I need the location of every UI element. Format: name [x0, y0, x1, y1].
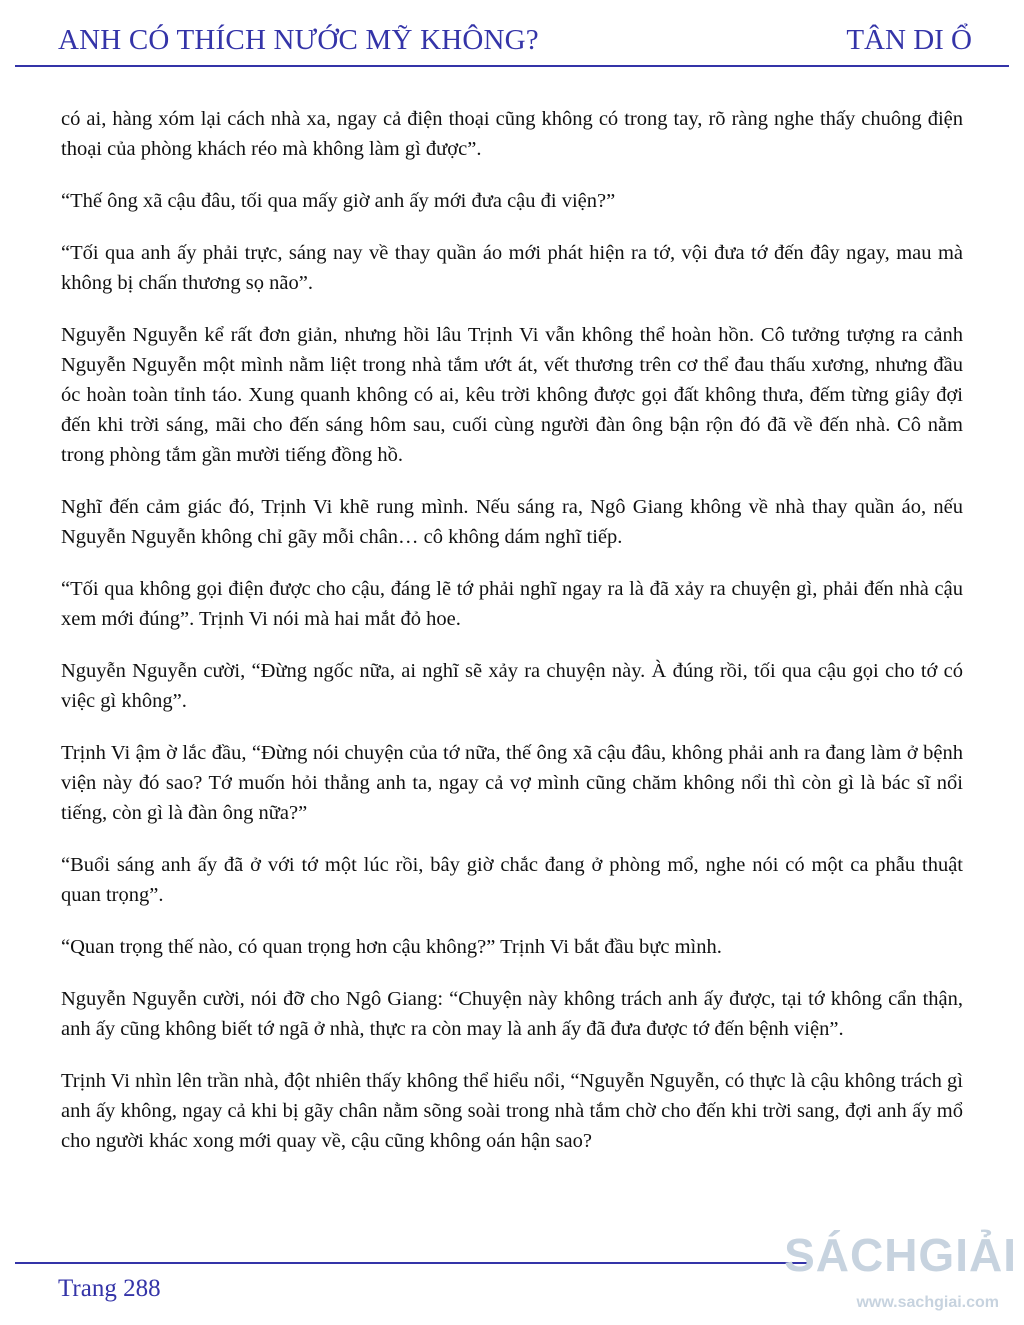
- header-divider: [15, 65, 1009, 67]
- watermark-logo: [784, 1228, 1019, 1318]
- watermark-brand: SÁCHGIẢI: [784, 1229, 1017, 1281]
- paragraph: Nguyễn Nguyễn kể rất đơn giản, nhưng hồi lâu Trịnh Vi vẫn không thể hoàn hồn. Cô tưởng tượng ra cảnh Nguyễn Nguyễn một mình nằm liệt trong nhà tắm ướt át, vết thương trên cơ thể đau thấu xương, nhưng đầu óc hoàn toàn tỉnh táo. Xung quanh không có ai, kêu trời không được gọi đất không thưa, đếm từng giây đợi đến khi trời sáng, mãi cho đến sáng hôm sau, cuối cùng người đàn ông bận rộn đó đã về đến nhà. Cô nằm trong phòng tắm gần mười tiếng đồng hồ.: [61, 324, 963, 466]
- footer-divider: [15, 1262, 809, 1264]
- watermark-url: www.sachgiai.com: [856, 1294, 999, 1311]
- paragraph: Trịnh Vi ậm ờ lắc đầu, “Đừng nói chuyện của tớ nữa, thế ông xã cậu đâu, không phải anh ra đang làm ở bệnh viện này đó sao? Tớ muốn hỏi thẳng anh ta, ngay cả vợ mình cũng chăm không nổi thì còn gì là bác sĩ nổi tiếng, còn gì là đàn ông nữa?”: [61, 742, 963, 824]
- paragraph: “Thế ông xã cậu đâu, tối qua mấy giờ anh ấy mới đưa cậu đi viện?”: [61, 190, 616, 212]
- paragraph: Trịnh Vi nhìn lên trần nhà, đột nhiên thấy không thể hiểu nổi, “Nguyễn Nguyễn, có thực là cậu không trách gì anh ấy không, ngay cả khi bị gãy chân nằm sõng soài trong nhà tắm chờ cho đến khi trời sang, đợi anh ấy mổ cho người khác xong mới quay về, cậu cũng không oán hận sao?: [61, 1070, 963, 1152]
- author-name: TÂN DI Ổ: [846, 24, 972, 56]
- paragraph: “Quan trọng thế nào, có quan trọng hơn cậu không?” Trịnh Vi bắt đầu bực mình.: [61, 936, 722, 958]
- paragraph: Nghĩ đến cảm giác đó, Trịnh Vi khẽ rung mình. Nếu sáng ra, Ngô Giang không về nhà thay quần áo, nếu Nguyễn Nguyễn không chỉ gãy mỗi chân… cô không dám nghĩ tiếp.: [61, 496, 963, 548]
- paragraph: “Tối qua không gọi điện được cho cậu, đáng lẽ tớ phải nghĩ ngay ra là đã xảy ra chuyện gì, phải đến nhà cậu xem mới đúng”. Trịnh Vi nói mà hai mắt đỏ hoe.: [61, 578, 963, 630]
- book-title: ANH CÓ THÍCH NƯỚC MỸ KHÔNG?: [58, 24, 539, 56]
- paragraph: “Buổi sáng anh ấy đã ở với tớ một lúc rồi, bây giờ chắc đang ở phòng mổ, nghe nói có một ca phẫu thuật quan trọng”.: [61, 854, 963, 906]
- paragraph: “Tối qua anh ấy phải trực, sáng nay về thay quần áo mới phát hiện ra tớ, vội đưa tớ đến đây ngay, mau mà không bị chấn thương sọ não”.: [61, 242, 963, 294]
- paragraph: Nguyễn Nguyễn cười, “Đừng ngốc nữa, ai nghĩ sẽ xảy ra chuyện này. À đúng rồi, tối qua cậu gọi cho tớ có việc gì không”.: [61, 660, 963, 712]
- page-content: [61, 104, 963, 1178]
- paragraph: có ai, hàng xóm lại cách nhà xa, ngay cả điện thoại cũng không có trong tay, rõ ràng nghe thấy chuông điện thoại của phòng khách réo mà không làm gì được”.: [61, 108, 963, 160]
- page-header: [58, 24, 972, 64]
- paragraph: Nguyễn Nguyễn cười, nói đỡ cho Ngô Giang: “Chuyện này không trách anh ấy được, tại tớ không cẩn thận, anh ấy cũng không biết tớ ngã ở nhà, thực ra còn may là anh ấy đã đưa được tớ đến bệnh viện”.: [61, 988, 963, 1040]
- page-number: Trang 288: [58, 1275, 161, 1302]
